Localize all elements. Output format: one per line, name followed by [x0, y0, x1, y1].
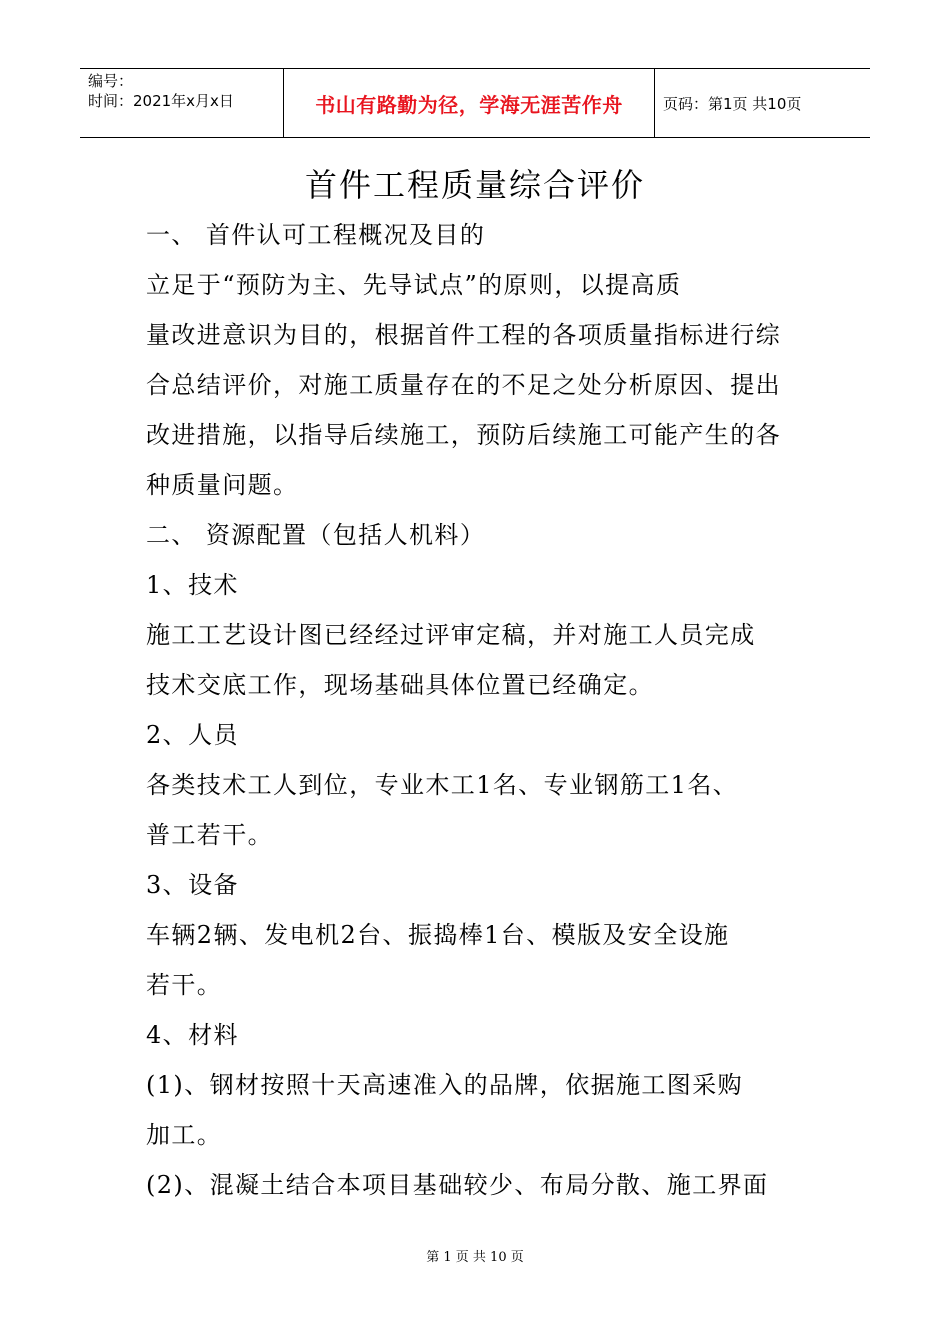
body-line: 车辆2辆、发电机2台、振捣棒1台、模版及安全设施 [146, 921, 730, 949]
body-line: 一、 首件认可工程概况及目的 [146, 221, 486, 249]
document-time-label: 时间：2021年x月x日 [88, 92, 234, 110]
header-middle-cell [283, 69, 655, 137]
body-line: 1、技术 [146, 571, 239, 599]
body-line: 加工。 [146, 1121, 223, 1149]
body-line: 技术交底工作，现场基础具体位置已经确定。 [146, 671, 654, 699]
document-header [80, 68, 870, 138]
body-line: (1)、钢材按照十天高速准入的品牌，依据施工图采购 [146, 1071, 743, 1099]
header-right-cell [655, 69, 870, 137]
body-line: 二、 资源配置（包括人机料） [146, 521, 486, 549]
header-page-info: 页码：第1页 共10页 [663, 94, 802, 113]
body-line: 施工工艺设计图已经经过评审定稿，并对施工人员完成 [146, 621, 756, 649]
body-line: 各类技术工人到位，专业木工1名、专业钢筋工1名、 [146, 771, 739, 799]
body-line: 若干。 [146, 971, 223, 999]
header-left-cell [80, 69, 283, 137]
body-line: 立足于“预防为主、先导试点”的原则，以提高质 [146, 271, 682, 299]
body-line: 2、人员 [146, 721, 239, 749]
document-title: 首件工程质量综合评价 [304, 166, 645, 204]
header-motto: 书山有路勤为径，学海无涯苦作舟 [315, 92, 623, 117]
body-line: 3、设备 [146, 871, 239, 899]
body-line: 改进措施，以指导后续施工，预防后续施工可能产生的各 [146, 421, 781, 449]
body-line: 普工若干。 [146, 821, 273, 849]
body-line: 种质量问题。 [146, 471, 299, 499]
page-footer: 第 1 页 共 10 页 [426, 1250, 524, 1265]
body-line: 4、材料 [146, 1021, 239, 1049]
body-line: 合总结评价，对施工质量存在的不足之处分析原因、提出 [146, 371, 781, 399]
body-line: (2)、混凝土结合本项目基础较少、布局分散、施工界面 [146, 1171, 769, 1199]
body-line: 量改进意识为目的，根据首件工程的各项质量指标进行综 [146, 321, 781, 349]
document-number-label: 编号： [88, 72, 134, 90]
